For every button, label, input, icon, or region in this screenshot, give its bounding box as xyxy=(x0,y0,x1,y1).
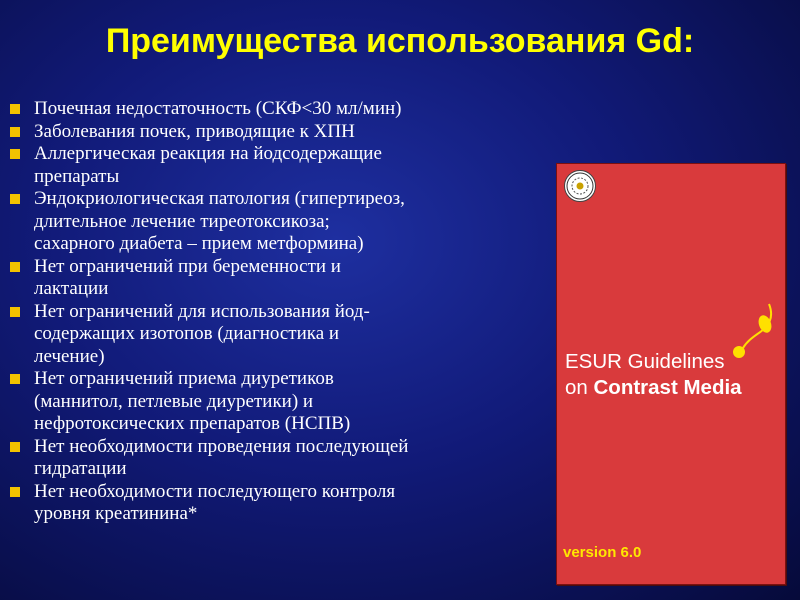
bullet-text: Нет необходимости последующего контроля уровня креатинина* xyxy=(34,480,396,524)
bullet-item xyxy=(8,188,568,256)
society-emblem-icon xyxy=(564,170,596,202)
book-headline xyxy=(565,349,785,401)
bullet-item xyxy=(8,98,568,121)
slide-title: Преимущества использования Gd: xyxy=(105,22,695,60)
book-headline-strong: Contrast Media xyxy=(593,376,742,399)
square-bullet-icon xyxy=(10,194,20,204)
square-bullet-icon xyxy=(10,442,20,452)
square-bullet-icon xyxy=(10,307,20,317)
bullet-text: Почечная недостаточность (СКФ<30 мл/мин) xyxy=(34,98,402,119)
bullet-text: Нет ограничений приема диуретиков (маннитол, петлевые диуретики) и нефротоксических препаратов (НСПВ) xyxy=(34,368,351,434)
bullet-item xyxy=(8,368,568,436)
book-headline-line1: ESUR Guidelines xyxy=(565,350,725,373)
bullet-item xyxy=(8,143,568,188)
bullet-text: Нет ограничений при беременности и лактации xyxy=(34,255,341,299)
square-bullet-icon xyxy=(10,104,20,114)
book-headline-on: on xyxy=(565,376,594,399)
bullet-text: Нет необходимости проведения последующей гидратации xyxy=(34,435,409,479)
bullet-text: Нет ограничений для использования йод- содержащих изотопов (диагностика и лечение) xyxy=(34,300,370,367)
square-bullet-icon xyxy=(10,127,20,137)
bullet-text: Эндокриологическая патология (гипертиреоз, длительное лечение тиреотоксикоза; сахарного диабета – прием метформина) xyxy=(34,188,405,254)
book-version-label: version 6.0 xyxy=(563,544,642,561)
bullet-text: Заболевания почек, приводящие к ХПН xyxy=(34,120,355,142)
esur-book-cover xyxy=(556,163,786,585)
bullet-item xyxy=(8,301,568,369)
bullet-item xyxy=(8,481,568,526)
square-bullet-icon xyxy=(10,149,20,159)
bullet-text: Аллергическая реакция на йодсодержащие препараты xyxy=(34,143,382,187)
bullet-item xyxy=(8,436,568,481)
bullet-item xyxy=(8,121,568,144)
bullet-list xyxy=(8,98,568,526)
square-bullet-icon xyxy=(10,487,20,497)
bullet-item xyxy=(8,256,568,301)
book-headline-line2 xyxy=(565,375,785,401)
square-bullet-icon xyxy=(10,262,20,272)
square-bullet-icon xyxy=(10,374,20,384)
